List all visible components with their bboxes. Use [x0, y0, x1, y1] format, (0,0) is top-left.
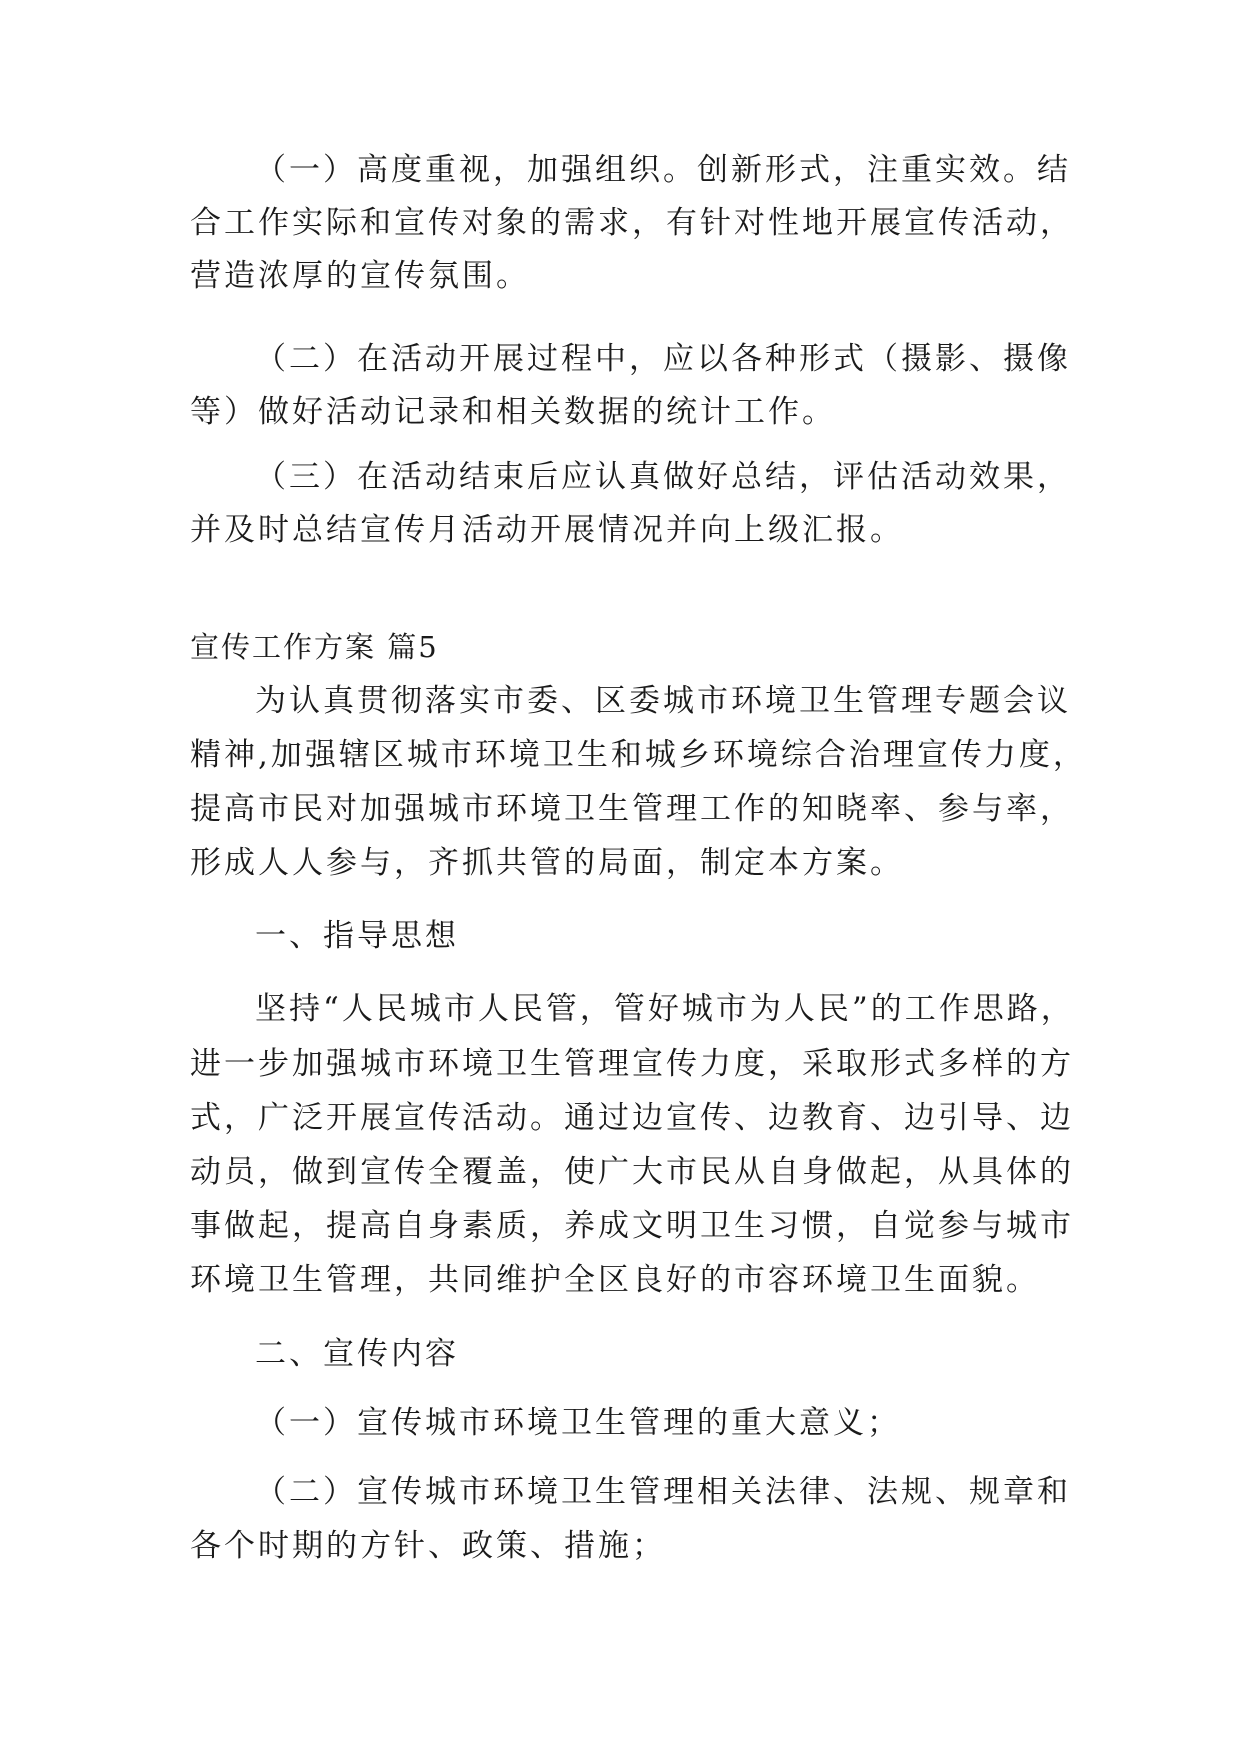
text-line: 提高市民对加强城市环境卫生管理工作的知晓率、参与率，: [190, 791, 1074, 827]
text-line: （一）宣传城市环境卫生管理的重大意义；: [255, 1405, 901, 1441]
text-line: 形成人人参与，齐抓共管的局面，制定本方案。: [190, 845, 904, 881]
text-line: （二）在活动开展过程中，应以各种形式（摄影、摄像: [255, 341, 1071, 377]
text-line: 并及时总结宣传月活动开展情况并向上级汇报。: [190, 512, 904, 548]
text-line: 动员，做到宣传全覆盖，使广大市民从自身做起，从具体的: [190, 1154, 1074, 1190]
text-line: 坚持“人民城市人民管，管好城市为人民”的工作思路，: [255, 991, 1075, 1027]
text-line: 为认真贯彻落实市委、区委城市环境卫生管理专题会议: [255, 683, 1071, 719]
text-line: 进一步加强城市环境卫生管理宣传力度，采取形式多样的方: [190, 1046, 1074, 1082]
text-line: （二）宣传城市环境卫生管理相关法律、法规、规章和: [255, 1474, 1071, 1510]
text-line: 各个时期的方针、政策、措施；: [190, 1528, 666, 1564]
text-line: 等）做好活动记录和相关数据的统计工作。: [190, 394, 836, 430]
text-line: （三）在活动结束后应认真做好总结，评估活动效果，: [255, 459, 1071, 495]
text-line: 营造浓厚的宣传氛围。: [190, 258, 530, 294]
text-line: 事做起，提高自身素质，养成文明卫生习惯，自觉参与城市: [190, 1208, 1074, 1244]
text-line: 环境卫生管理，共同维护全区良好的市容环境卫生面貌。: [190, 1262, 1040, 1298]
text-line: 精神,加强辖区城市环境卫生和城乡环境综合治理宣传力度，: [190, 737, 1087, 773]
subheading: 一、指导思想: [255, 918, 459, 954]
subheading: 二、宣传内容: [255, 1336, 459, 1372]
text-line: 合工作实际和宣传对象的需求，有针对性地开展宣传活动，: [190, 205, 1074, 241]
section-title: 宣传工作方案 篇5: [190, 630, 439, 664]
text-line: 式，广泛开展宣传活动。通过边宣传、边教育、边引导、边: [190, 1100, 1074, 1136]
text-line: （一）高度重视，加强组织。创新形式，注重实效。结: [255, 152, 1071, 188]
